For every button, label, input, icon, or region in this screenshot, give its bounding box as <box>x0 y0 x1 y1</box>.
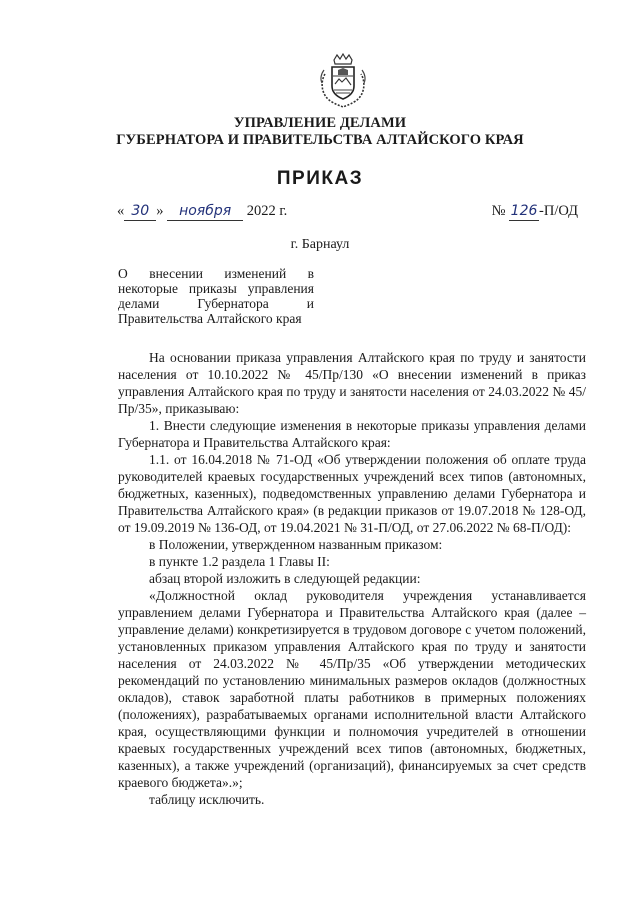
date-month-handwritten: ноября <box>167 204 243 221</box>
paragraph-item-1: 1. Внести следующие изменения в некоторые приказы управления делами Губернатора и Правительства Алтайского края: <box>118 418 586 450</box>
date-open-quote: « <box>117 203 125 219</box>
organization-name-line1: УПРАВЛЕНИЕ ДЕЛАМИ <box>233 115 407 131</box>
city-name: г. Барнаул <box>290 237 350 252</box>
paragraph-quoted-text: «Должностной оклад руководителя учреждения устанавливается управлением делами Губернатора и Правительства Алтайского края (далее – управление делами) конкретизируется в трудовом договоре с учетом положений, установленных приказом управления Алтайского края по труду и занятости населения от 24.03.2022 № 45/Пр/35 «Об утверждении методических рекомендаций по установлению минимальных размеров окладов (должностных окладов), ставок заработной платы работников в примерных положениях (положениях), разрабатываемых органами исполнительной власти Алтайского края, осуществляющими функции и полномочия учредителей в отношении краевых государственных учреждений всех типов (автономных, бюджетных, казенных), а также учреждений (организаций), финансируемых за счет средств краевого бюджета».»; <box>118 588 586 790</box>
date-year: 2022 г. <box>246 203 288 219</box>
paragraph-new-wording: абзац второй изложить в следующей редакции: <box>149 571 421 586</box>
order-subject: О внесении изменений в некоторые приказы управления делами Губернатора и Правительства Алтайского края <box>118 266 314 326</box>
paragraph-table-removal: таблицу исключить. <box>149 792 265 807</box>
date-day-handwritten: 30 <box>124 204 156 221</box>
document-type-title: ПРИКАЗ <box>276 168 364 189</box>
paragraph-basis: На основании приказа управления Алтайского края по труду и занятости населения от 10.10.2022 № 45/Пр/130 «О внесении изменений в приказ управления Алтайского края по труду и занятости населения от 24.03.2022 № 45/Пр/35», приказываю: <box>118 350 586 416</box>
date-close-quote: » <box>156 203 164 219</box>
paragraph-item-1-1: 1.1. от 16.04.2018 № 71-ОД «Об утверждении положения об оплате труда руководителей краевых государственных учреждений всех типов (автономных, бюджетных, казенных), подведомственных управлению делами Губернатора и Правительства Алтайского края» (в редакции приказов от 19.07.2018 № 128-ОД, от 19.09.2019 № 136-ОД, от 19.04.2021 № 31-П/ОД, от 27.06.2022 № 68-П/ОД): <box>118 452 586 535</box>
number-suffix: -П/ОД <box>539 203 578 219</box>
organization-name-line2: ГУБЕРНАТОРА И ПРАВИТЕЛЬСТВА АЛТАЙСКОГО КРАЯ <box>116 132 524 148</box>
order-number <box>492 203 578 221</box>
paragraph-clause: в пункте 1.2 раздела 1 Главы II: <box>149 554 330 569</box>
order-body <box>118 349 586 808</box>
coat-of-arms-emblem <box>318 52 368 108</box>
order-date <box>117 203 287 221</box>
number-sign: № <box>491 203 506 219</box>
paragraph-regulation: в Положении, утвержденном названным приказом: <box>149 537 443 552</box>
number-handwritten: 126 <box>510 203 538 219</box>
